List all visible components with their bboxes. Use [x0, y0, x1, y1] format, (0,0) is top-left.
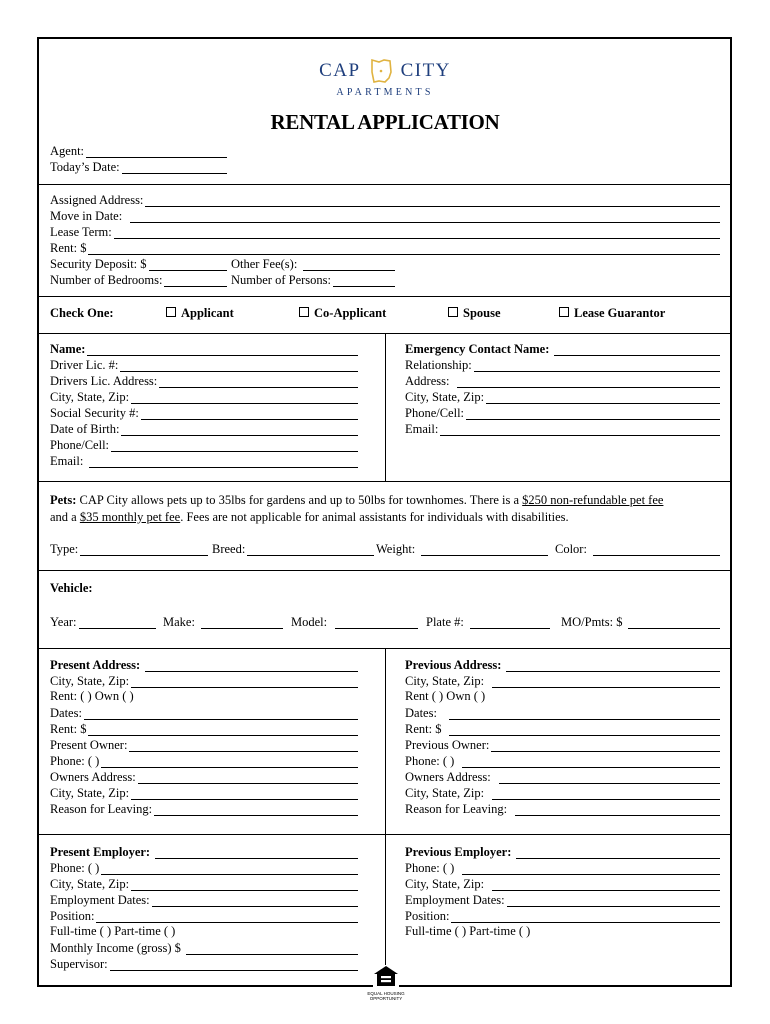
checkbox-spouse[interactable]: Spouse [448, 306, 501, 321]
present-owners-address-field[interactable]: Owners Address: [50, 769, 358, 784]
ohio-state-icon [369, 58, 393, 84]
driver-lic-field[interactable]: Driver Lic. #: [50, 357, 358, 372]
other-fees-field[interactable]: Other Fee(s): [231, 256, 395, 271]
present-owner-city-state-zip-field[interactable]: City, State, Zip: [50, 785, 358, 800]
page-title: RENTAL APPLICATION [270, 110, 500, 134]
previous-employer-city-state-zip-field[interactable]: City, State, Zip: [405, 876, 720, 891]
applicant-name-field[interactable]: Name: [50, 341, 358, 356]
equal-housing-text-2: OPPORTUNITY [369, 996, 403, 1001]
logo-cap-text: CAP [319, 60, 361, 81]
checkbox-applicant[interactable]: Applicant [166, 306, 234, 321]
vehicle-year-field[interactable]: Year: [50, 614, 156, 629]
monthly-income-field[interactable]: Monthly Income (gross) $ [50, 940, 358, 955]
column-divider [385, 834, 386, 986]
present-fulltime-parttime-choice[interactable]: Full-time ( ) Part-time ( ) [50, 924, 176, 938]
emergency-address-field[interactable]: Address: [405, 373, 720, 388]
equal-housing-text-1: EQUAL HOUSING [367, 991, 405, 996]
present-employer-field[interactable]: Present Employer: [50, 844, 358, 859]
previous-reason-leaving-field[interactable]: Reason for Leaving: [405, 801, 720, 816]
applicant-phone-field[interactable]: Phone/Cell: [50, 437, 358, 452]
pets-policy-text: Pets: CAP City allows pets up to 35lbs for gardens and up to 50lbs for townhomes. There is a $250 non-refundable pet fee and a $35 monthly pet fee. Fees are not applicable for animal assistants for individuals with disabilities. [50, 493, 664, 524]
drivers-lic-address-field[interactable]: Drivers Lic. Address: [50, 373, 358, 388]
previous-city-state-zip-field[interactable]: City, State, Zip: [405, 673, 720, 688]
column-divider [385, 648, 386, 834]
vehicle-plate-field[interactable]: Plate #: [426, 614, 550, 629]
checkbox-square-icon [448, 307, 458, 317]
present-owner-field[interactable]: Present Owner: [50, 737, 358, 752]
agent-field[interactable]: Agent: [50, 143, 227, 158]
emergency-email-field[interactable]: Email: [405, 421, 720, 436]
present-address-field[interactable]: Present Address: [50, 657, 358, 672]
previous-dates-field[interactable]: Dates: [405, 705, 720, 720]
present-employer-phone-field[interactable]: Phone: ( ) [50, 860, 358, 875]
supervisor-field[interactable]: Supervisor: [50, 956, 358, 971]
previous-employment-dates-field[interactable]: Employment Dates: [405, 892, 720, 907]
check-one-label: Check One: [50, 306, 114, 320]
divider [38, 184, 731, 185]
ssn-field[interactable]: Social Security #: [50, 405, 358, 420]
present-owner-phone-field[interactable]: Phone: ( ) [50, 753, 358, 768]
relationship-field[interactable]: Relationship: [405, 357, 720, 372]
previous-rent-field[interactable]: Rent: $ [405, 721, 720, 736]
applicant-email-field[interactable]: Email: [50, 453, 358, 468]
vehicle-mo-pmts-field[interactable]: MO/Pmts: $ [561, 614, 720, 629]
pet-weight-field[interactable]: Weight: [376, 541, 548, 556]
bedrooms-field[interactable]: Number of Bedrooms: [50, 272, 227, 287]
emergency-name-field[interactable]: Emergency Contact Name: [405, 341, 720, 356]
present-employer-city-state-zip-field[interactable]: City, State, Zip: [50, 876, 358, 891]
previous-owner-field[interactable]: Previous Owner: [405, 737, 720, 752]
pet-type-field[interactable]: Type: [50, 541, 208, 556]
checkbox-square-icon [559, 307, 569, 317]
previous-fulltime-parttime-choice[interactable]: Full-time ( ) Part-time ( ) [405, 924, 531, 938]
todays-date-field[interactable]: Today’s Date: [50, 159, 227, 174]
present-dates-field[interactable]: Dates: [50, 705, 358, 720]
equal-housing-logo [363, 965, 409, 1001]
present-position-field[interactable]: Position: [50, 908, 358, 923]
emergency-city-state-zip-field[interactable]: City, State, Zip: [405, 389, 720, 404]
rent-field[interactable]: Rent: $ [50, 240, 720, 255]
divider [38, 570, 731, 571]
logo-city-text: CITY [400, 60, 451, 81]
previous-address-field[interactable]: Previous Address: [405, 657, 720, 672]
persons-field[interactable]: Number of Persons: [231, 272, 395, 287]
lease-term-field[interactable]: Lease Term: [50, 224, 720, 239]
previous-position-field[interactable]: Position: [405, 908, 720, 923]
previous-employer-phone-field[interactable]: Phone: ( ) [405, 860, 720, 875]
previous-employer-field[interactable]: Previous Employer: [405, 844, 720, 859]
pet-color-field[interactable]: Color: [555, 541, 720, 556]
dob-field[interactable]: Date of Birth: [50, 421, 358, 436]
equal-housing-icon [373, 965, 399, 987]
present-rent-own-choice[interactable]: Rent: ( ) Own ( ) [50, 689, 134, 703]
column-divider [385, 333, 386, 481]
vehicle-label: Vehicle: [50, 581, 93, 595]
previous-owner-phone-field[interactable]: Phone: ( ) [405, 753, 720, 768]
previous-owner-city-state-zip-field[interactable]: City, State, Zip: [405, 785, 720, 800]
assigned-address-field[interactable]: Assigned Address: [50, 192, 720, 207]
checkbox-co-applicant[interactable]: Co-Applicant [299, 306, 386, 321]
checkbox-square-icon [299, 307, 309, 317]
move-in-date-field[interactable]: Move in Date: [50, 208, 720, 223]
logo-subtitle: APARTMENTS [336, 87, 434, 98]
pet-breed-field[interactable]: Breed: [212, 541, 374, 556]
vehicle-model-field[interactable]: Model: [291, 614, 418, 629]
emergency-phone-field[interactable]: Phone/Cell: [405, 405, 720, 420]
cap-city-logo [0, 58, 770, 98]
previous-rent-own-choice[interactable]: Rent ( ) Own ( ) [405, 689, 486, 703]
vehicle-make-field[interactable]: Make: [163, 614, 283, 629]
present-rent-field[interactable]: Rent: $ [50, 721, 358, 736]
present-employment-dates-field[interactable]: Employment Dates: [50, 892, 358, 907]
checkbox-lease-guarantor[interactable]: Lease Guarantor [559, 306, 665, 321]
previous-owners-address-field[interactable]: Owners Address: [405, 769, 720, 784]
divider [38, 481, 731, 482]
present-city-state-zip-field[interactable]: City, State, Zip: [50, 673, 358, 688]
divider [38, 296, 731, 297]
security-deposit-field[interactable]: Security Deposit: $ [50, 256, 227, 271]
applicant-city-state-zip-field[interactable]: City, State, Zip: [50, 389, 358, 404]
present-reason-leaving-field[interactable]: Reason for Leaving: [50, 801, 358, 816]
checkbox-square-icon [166, 307, 176, 317]
